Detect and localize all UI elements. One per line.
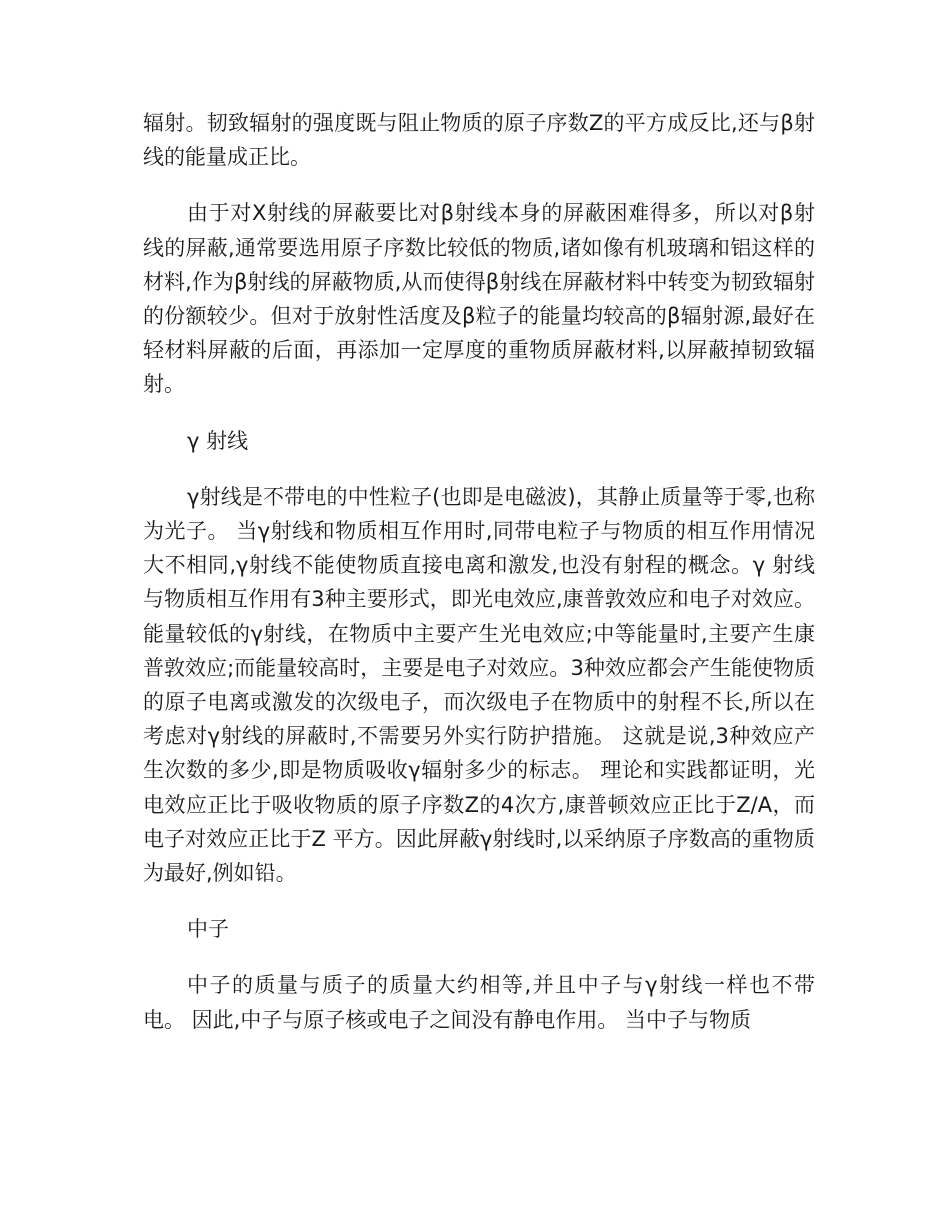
section-heading-gamma-rays: γ 射线 — [187, 428, 249, 453]
section-heading-neutrons: 中子 — [187, 917, 229, 942]
document-body — [143, 106, 815, 1059]
paragraph-neutron-intro: 中子的质量与质子的质量大约相等,并且中子与γ射线一样也不带电。 因此,中子与原子核或电子之间没有静电作用。 当中子与物质 — [143, 973, 815, 1032]
paragraph-gamma-interactions: γ射线是不带电的中性粒子(也即是电磁波)，其静止质量等于零,也称为光子。 当γ射线和物质相互作用时,同带电粒子与物质的相互作用情况大不相同,γ射线不能使物质直接电离和激发,也没有射程的概念。γ 射线与物质相互作用有3种主要形式，即光电效应,康普敦效应和电子对效应。 能量较低的γ射线，在物质中主要产生光电效应;中等能量时,主要产生康普敦效应;而能量较高时，主要是电子对效应。3种效应都会产生能使物质的原子电离或激发的次级电子，而次级电子在物质中的射程不长,所以在考虑对γ射线的屏蔽时,不需要另外实行防护措施。 这就是说,3种效应产生次数的多少,即是物质吸收γ辐射多少的标志。 理论和实践都证明，光电效应正比于吸收物质的原子序数Z的4次方,康普顿效应正比于Z/A，而电子对效应正比于Z 平方。因此屏蔽γ射线时,以采纳原子序数高的重物质为最好,例如铅。 — [143, 484, 815, 886]
paragraph-bremsstrahlung-continued: 辐射。韧致辐射的强度既与阻止物质的原子序数Z的平方成反比,还与β射线的能量成正比。 — [143, 111, 815, 170]
paragraph-beta-shielding: 由于对X射线的屏蔽要比对β射线本身的屏蔽困难得多，所以对β射线的屏蔽,通常要选用原子序数比较低的物质,诸如像有机玻璃和铝这样的材料,作为β射线的屏蔽物质,从而使得β射线在屏蔽材料中转变为韧致辐射的份额较少。但对于放射性活度及β粒子的能量均较高的β辐射源,最好在轻材料屏蔽的后面，再添加一定厚度的重物质屏蔽材料,以屏蔽掉韧致辐射。 — [143, 201, 815, 397]
